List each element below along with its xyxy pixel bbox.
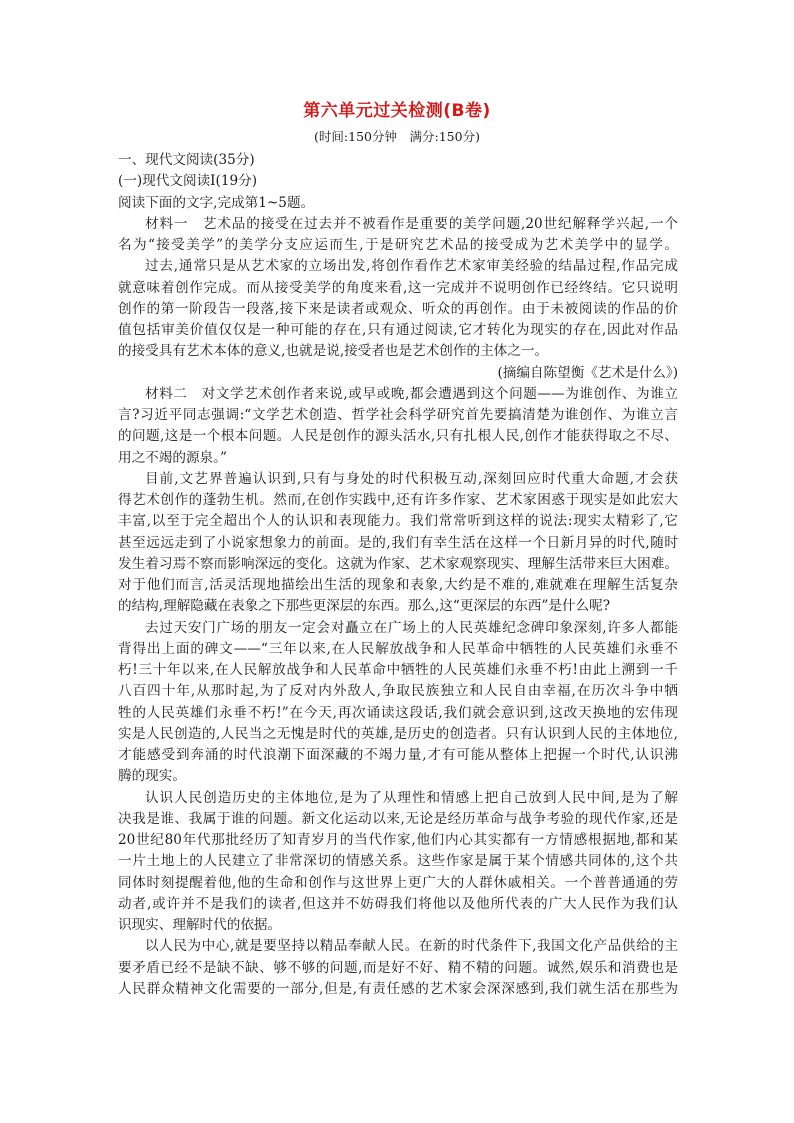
- text-line: 人民群众精神文化需要的一部分,但是,有责任感的艺术家会深深感到,我们就生活在那些为: [118, 980, 678, 997]
- document-body: [118, 150, 678, 1000]
- text-line: 实是人民创造的,人民当之无愧是时代的英雄,是历史的创造者。只有认识到人民的主体地位,: [118, 725, 678, 742]
- section-heading: 一、现代文阅读(35分): [118, 152, 255, 168]
- text-line: 动者,或许并不是我们的读者,但这并不妨碍我们将他以及他所代表的广大人民作为我们认: [118, 895, 678, 912]
- text-line: 丰富,以至于完全超出个人的认识和表现能力。我们常常听到这样的说法:现实太精彩了,它: [118, 513, 678, 530]
- text-line: 得艺术创作的蓬勃生机。然而,在创作实践中,还有许多作家、艺术家困惑于现实是如此宏大: [118, 492, 678, 508]
- text-line: 去过天安门广场的朋友一定会对矗立在广场上的人民英雄纪念碑印象深刻,许多人都能: [145, 619, 678, 636]
- text-line: 八百四十年,从那时起,为了反对内外敌人,争取民族独立和人民自由幸福,在历次斗争中牺: [118, 683, 678, 700]
- text-line: 朽!三十年以来,在人民解放战争和人民革命中牺牲的人民英雄们永垂不朽!由此上溯到一千: [118, 662, 678, 678]
- text-line: 甚至远远走到了小说家想象力的前面。是的,我们有幸生活在这样一个日新月异的时代,随时: [118, 534, 678, 551]
- text-line: 目前,文艺界普遍认识到,只有与身处的时代积极互动,深刻回应时代重大命题,才会获: [145, 470, 678, 487]
- instruction-text: 阅读下面的文字,完成第1~5题。: [118, 194, 315, 211]
- text-line: 20世纪80年代那批经历了知青岁月的当代作家,他们内心其实都有一方情感根据地,都和某: [118, 832, 678, 848]
- text-line: 识现实、理解时代的依据。: [118, 917, 282, 933]
- text-line: 决我是谁、我属于谁的问题。新文化运动以来,无论是经历革命与战争考验的现代作家,还是: [118, 810, 678, 827]
- text-line: 发生着习焉不察而影响深远的变化。这就为作家、艺术家观察现实、理解生活带来巨大困难。: [118, 555, 678, 572]
- text-line: 材料一 艺术品的接受在过去并不被看作是重要的美学问题,20世纪解释学兴起,一个: [145, 215, 678, 232]
- text-line: 用之不竭的源泉。”: [118, 449, 227, 466]
- text-line: 同体时刻提醒着他,他的生命和创作与这世界上更广大的人群休戚相关。一个普普通通的劳: [118, 874, 678, 891]
- text-line: 要矛盾已经不是缺不缺、够不够的问题,而是好不好、精不精的问题。诚然,娱乐和消费也是: [118, 959, 678, 976]
- text-line: 名为“接受美学”的美学分支应运而生,于是研究艺术品的接受成为艺术美学中的显学。: [118, 237, 678, 253]
- text-line: 牲的人民英雄们永垂不朽!”在今天,再次诵读这段话,我们就会意识到,这改天换地的宏伟现: [118, 704, 678, 721]
- text-line: 认识人民创造历史的主体地位,是为了从理性和情感上把自己放到人民中间,是为了解: [145, 789, 678, 806]
- text-line: 背得出上面的碑文——“三年以来,在人民解放战争和人民革命中牺牲的人民英雄们永垂不: [118, 640, 678, 657]
- subsection-heading: (一)现代文阅读Ⅰ(19分): [118, 173, 258, 190]
- text-line: 以人民为中心,就是要坚持以精品奉献人民。在新的时代条件下,我国文化产品供给的主: [145, 938, 678, 955]
- text-line: 的接受具有艺术本体的意义,也就是说,接受者也是艺术创作的主体之一。: [118, 343, 549, 360]
- text-line: 材料二 对文学艺术创作者来说,或早或晚,都会遭遇到这个问题——为谁创作、为谁立: [145, 385, 678, 402]
- text-line: 才能感受到奔涌的时代浪潮下面深藏的不竭力量,才有可能从整体上把握一个时代,认识沸: [118, 747, 678, 763]
- text-line: 就意味着创作完成。而从接受美学的角度来看,这一完成并不说明创作已经终结。它只说明: [118, 279, 678, 296]
- page-title: 第六单元过关检测(B卷): [303, 101, 491, 121]
- text-line: 言?习近平同志强调:“文学艺术创造、哲学社会科学研究首先要搞清楚为谁创作、为谁立言: [118, 407, 678, 423]
- exam-info: (时间:150分钟 满分:150分): [314, 129, 480, 144]
- source-citation: (摘编自陈望衡《艺术是什么》): [497, 364, 678, 381]
- text-line: 一片土地上的人民建立了非常深切的情感关系。这些作家是属于某个情感共同体的,这个共: [118, 853, 678, 870]
- text-line: 腾的现实。: [118, 768, 186, 785]
- text-line: 的结构,理解隐藏在表象之下那些更深层的东西。那么,这“更深层的东西”是什么呢?: [118, 598, 611, 615]
- text-line: 值包括审美价值仅仅是一种可能的存在,只有通过阅读,它才转化为现实的存在,因此对作品: [118, 322, 678, 338]
- text-line: 的问题,这是一个根本问题。人民是创作的源头活水,只有扎根人民,创作才能获得取之不尽、: [118, 428, 678, 445]
- text-line: 对于他们而言,活灵活现地描绘出生活的现象和表象,大约是不难的,难就难在理解生活复杂: [118, 577, 678, 593]
- text-line: 过去,通常只是从艺术家的立场出发,将创作看作艺术家审美经验的结晶过程,作品完成: [145, 258, 678, 275]
- text-line: 创作的第一阶段告一段落,接下来是读者或观众、听众的再创作。由于未被阅读的作品的价: [118, 300, 678, 317]
